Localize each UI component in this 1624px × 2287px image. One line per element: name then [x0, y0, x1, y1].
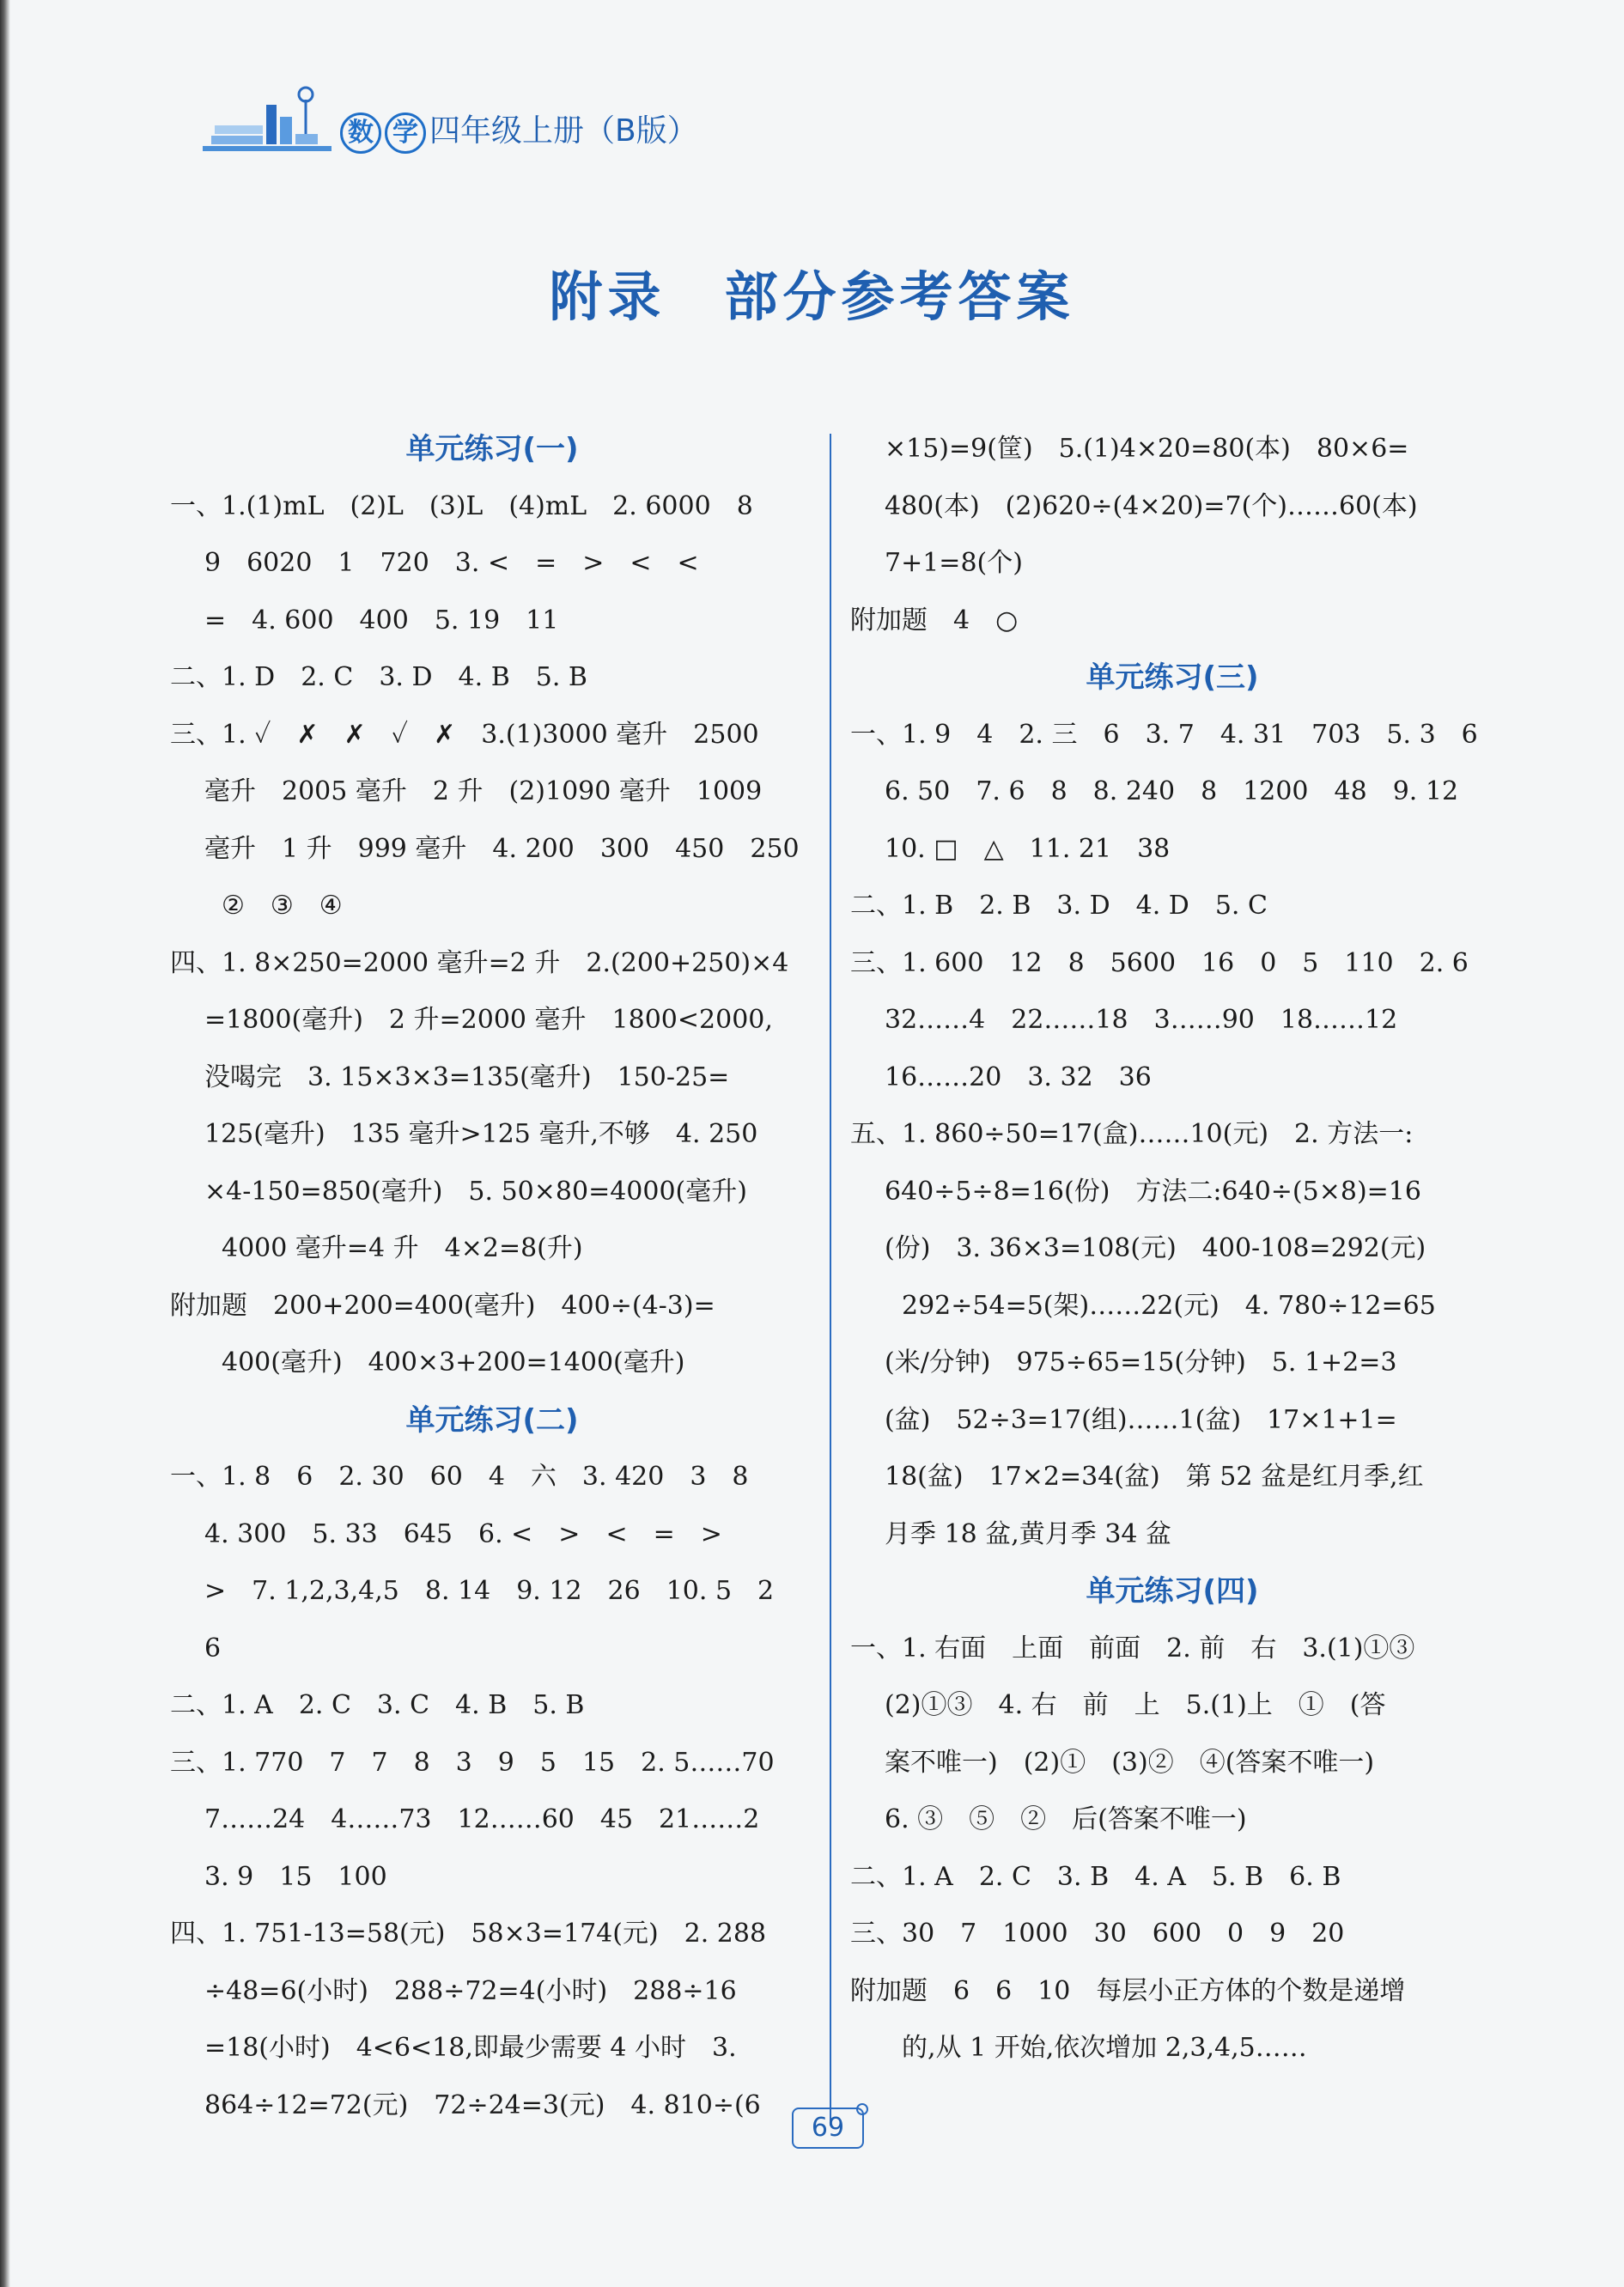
books-logo-icon [203, 82, 340, 158]
answer-line: (份) 3. 36×3=108(元) 400-108=292(元) [885, 1233, 1426, 1263]
answer-line: =18(小时) 4<6<18,即最少需要 4 小时 3. [204, 2033, 737, 2063]
answer-line: 480(本) (2)620÷(4×20)=7(个)……60(本) [885, 490, 1418, 521]
answer-line: 五、1. 860÷50=17(盒)……10(元) 2. 方法一: [850, 1119, 1414, 1149]
answer-line: 月季 18 盆,黄月季 34 盆 [885, 1518, 1172, 1549]
answer-line: 400(毫升) 400×3+200=1400(毫升) [222, 1347, 685, 1378]
answer-line: 三、1. 600 12 8 5600 16 0 5 110 2. 6 [850, 947, 1469, 978]
answer-line: 7……24 4……73 12……60 45 21……2 [204, 1804, 760, 1834]
answer-line: > 7. 1,2,3,4,5 8. 14 9. 12 26 10. 5 2 [204, 1576, 775, 1606]
answer-line: 4000 毫升=4 升 4×2=8(升) [222, 1233, 583, 1263]
section-title: 单元练习(二) [405, 1402, 579, 1438]
answer-line: (米/分钟) 975÷65=15(分钟) 5. 1+2=3 [885, 1347, 1397, 1378]
answer-line: 一、1. 9 4 2. 三 6 3. 7 4. 31 703 5. 3 6 [850, 719, 1478, 750]
page-scan-edge [0, 0, 10, 2287]
answer-line: 4. 300 5. 33 645 6. < > < = > [204, 1518, 722, 1549]
answer-line: 毫升 1 升 999 毫升 4. 200 300 450 250 [204, 833, 800, 864]
answer-line: 7+1=8(个) [885, 548, 1023, 578]
answer-line: ×15)=9(筐) 5.(1)4×20=80(本) 80×6= [885, 434, 1409, 464]
answer-line: 的,从 1 开始,依次增加 2,3,4,5…… [902, 2033, 1307, 2063]
answer-line: ② ③ ④ [222, 891, 343, 921]
answer-line: 一、1.(1)mL (2)L (3)L (4)mL 2. 6000 8 [170, 490, 753, 521]
answer-line: 毫升 2005 毫升 2 升 (2)1090 毫升 1009 [204, 776, 763, 806]
section-title: 单元练习(四) [1086, 1574, 1259, 1609]
book-title-rest: 四年级上册（B版） [429, 113, 698, 149]
answer-line: 二、1. A 2. C 3. B 4. A 5. B 6. B [850, 1861, 1341, 1892]
page-number: 69 [792, 2108, 864, 2149]
answer-line: 附加题 6 6 10 每层小正方体的个数是递增 [850, 1975, 1406, 2006]
section-title: 单元练习(一) [405, 432, 579, 466]
page-title: 附录 部分参考答案 [549, 265, 1075, 328]
answer-line: 292÷54=5(架)……22(元) 4. 780÷12=65 [902, 1290, 1436, 1321]
answer-line: = 4. 600 400 5. 19 11 [204, 605, 559, 636]
answer-line: 三、30 7 1000 30 600 0 9 20 [850, 1919, 1345, 1949]
book-title [340, 106, 698, 154]
answer-line: (盆) 52÷3=17(组)……1(盆) 17×1+1= [885, 1404, 1397, 1435]
answer-line: 二、1. B 2. B 3. D 4. D 5. C [850, 891, 1268, 921]
answer-line: 125(毫升) 135 毫升>125 毫升,不够 4. 250 [204, 1119, 758, 1149]
answer-line: 3. 9 15 100 [204, 1861, 387, 1892]
book-title-char-1: 数 [340, 113, 381, 154]
book-title-char-2: 学 [385, 113, 426, 154]
right-column [850, 421, 1494, 2077]
answer-line: 18(盆) 17×2=34(盆) 第 52 盆是红月季,红 [885, 1462, 1424, 1492]
answer-line: 6. ③ ⑤ ② 后(答案不唯一) [885, 1804, 1247, 1834]
section-title: 单元练习(三) [1086, 660, 1259, 695]
answer-line: 四、1. 8×250=2000 毫升=2 升 2.(200+250)×4 [170, 947, 789, 978]
answer-line: 6 [204, 1633, 222, 1664]
answer-line: 附加题 4 ○ [850, 605, 1019, 636]
answer-line: 二、1. D 2. C 3. D 4. B 5. B [170, 662, 587, 692]
answer-line: 640÷5÷8=16(份) 方法二:640÷(5×8)=16 [885, 1176, 1421, 1207]
page-number-badge [785, 2102, 871, 2150]
column-divider [830, 434, 831, 2126]
answer-line: =1800(毫升) 2 升=2000 毫升 1800<2000, [204, 1005, 773, 1035]
answer-line: 6. 50 7. 6 8 8. 240 8 1200 48 9. 12 [885, 776, 1459, 806]
left-column [170, 421, 814, 2134]
answer-line: 四、1. 751-13=58(元) 58×3=174(元) 2. 288 [170, 1919, 767, 1949]
answer-line: 二、1. A 2. C 3. C 4. B 5. B [170, 1690, 585, 1720]
answer-line: 一、1. 8 6 2. 30 60 4 六 3. 420 3 8 [170, 1462, 749, 1492]
answer-line: ÷48=6(小时) 288÷72=4(小时) 288÷16 [204, 1975, 737, 2006]
answer-line: 附加题 200+200=400(毫升) 400÷(4-3)= [170, 1290, 715, 1321]
answer-line: 864÷12=72(元) 72÷24=3(元) 4. 810÷(6 [204, 2089, 761, 2120]
answer-line: ×4-150=850(毫升) 5. 50×80=4000(毫升) [204, 1176, 747, 1207]
answer-line: 没喝完 3. 15×3×3=135(毫升) 150-25= [204, 1061, 730, 1092]
answer-line: 10. □ △ 11. 21 38 [885, 833, 1171, 864]
answer-line: 三、1. ✓ ✗ ✗ ✓ ✗ 3.(1)3000 毫升 2500 [170, 719, 759, 750]
answer-line: (2)①③ 4. 右 前 上 5.(1)上 ① (答 [885, 1690, 1386, 1720]
answer-line: 案不唯一) (2)① (3)② ④(答案不唯一) [885, 1747, 1375, 1778]
answer-line: 32……4 22……18 3……90 18……12 [885, 1005, 1398, 1035]
book-header [203, 82, 718, 160]
answer-line: 9 6020 1 720 3. < = > < < [204, 548, 699, 578]
answer-line: 三、1. 770 7 7 8 3 9 5 15 2. 5……70 [170, 1747, 775, 1778]
answer-line: 16……20 3. 32 36 [885, 1061, 1152, 1092]
answer-line: 一、1. 右面 上面 前面 2. 前 右 3.(1)①③ [850, 1633, 1415, 1664]
